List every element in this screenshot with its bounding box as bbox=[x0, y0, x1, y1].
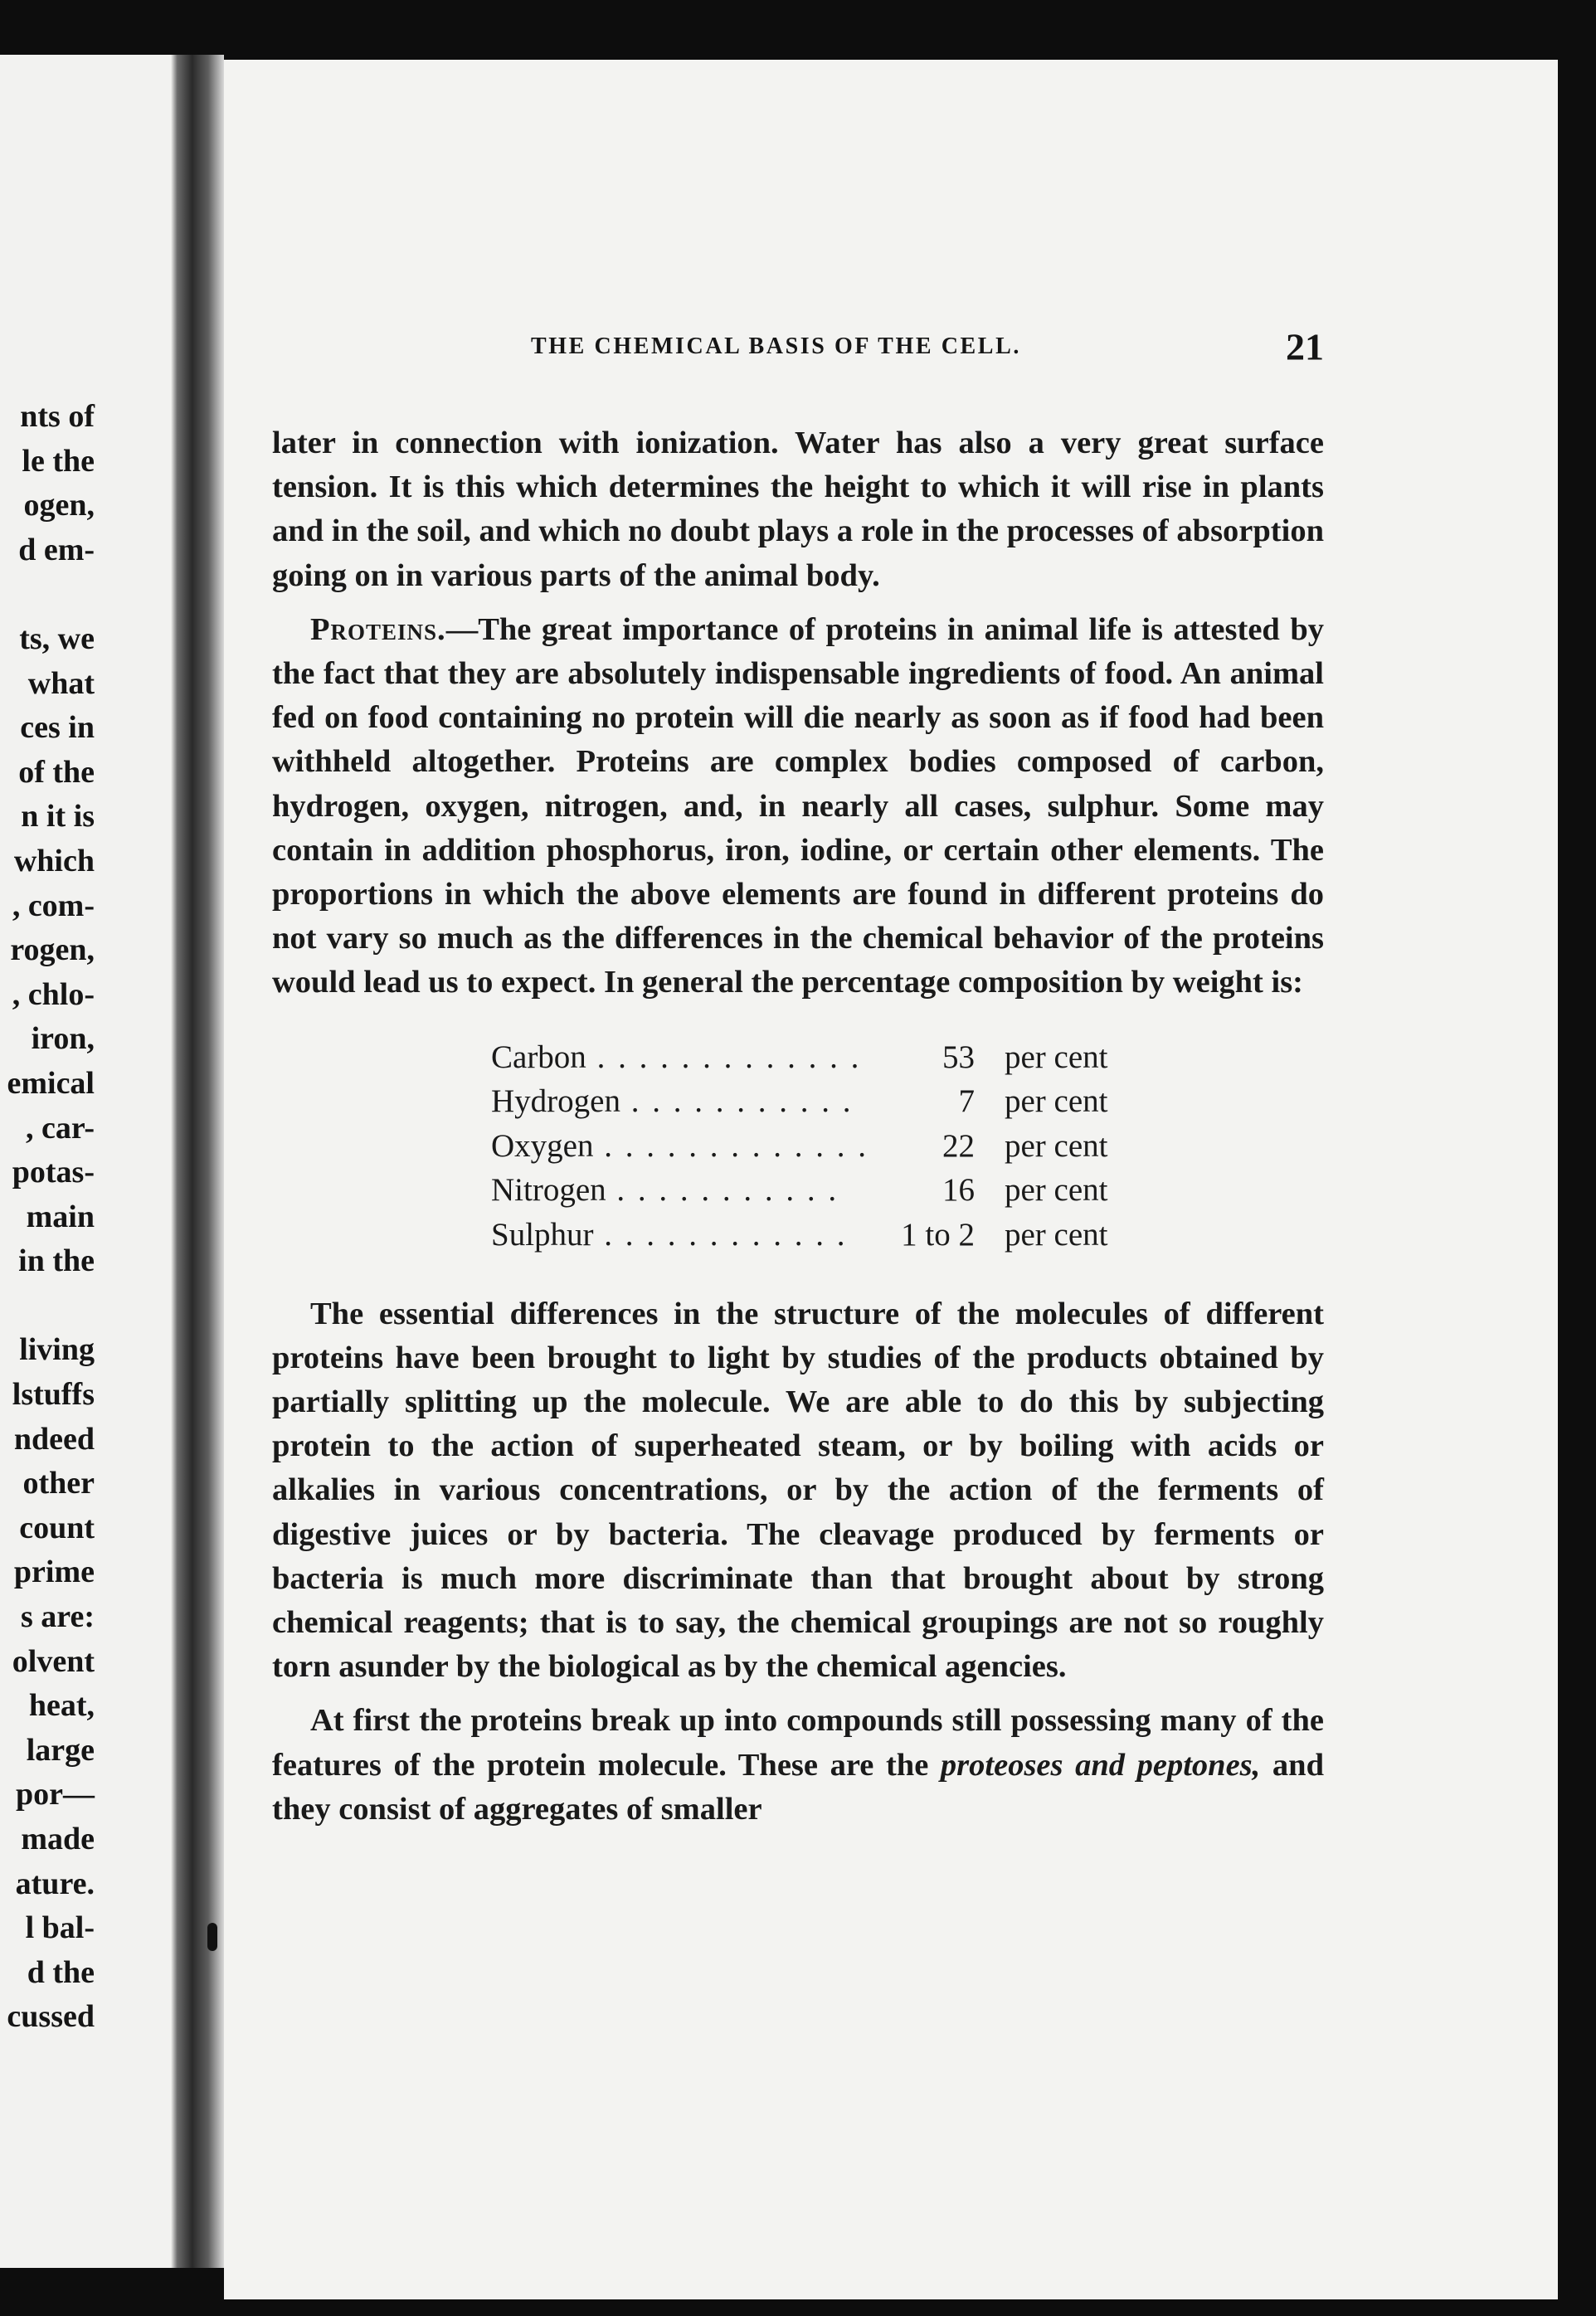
composition-row bbox=[491, 1124, 1108, 1169]
left-page-fragment: l bal- bbox=[25, 1910, 95, 1946]
left-page-fragment: le the bbox=[22, 443, 95, 479]
left-page-fragment: d em- bbox=[18, 532, 95, 567]
element-name: Hydrogen bbox=[491, 1083, 620, 1120]
element-percentage: 22 bbox=[942, 1127, 975, 1164]
proteoses-peptones-term: proteoses and peptones, bbox=[940, 1747, 1261, 1783]
leader-dots: . . . . . . . . . . . . . bbox=[586, 1039, 862, 1075]
page-number: 21 bbox=[1286, 325, 1324, 368]
left-page-fragment: ature. bbox=[15, 1866, 95, 1901]
element-percentage: 53 bbox=[942, 1039, 975, 1075]
percentage-unit: per cent bbox=[1004, 1039, 1108, 1075]
leader-dots: . . . . . . . . . . . bbox=[620, 1083, 854, 1120]
left-page-fragment: living bbox=[19, 1332, 95, 1368]
left-page-fragment: , com- bbox=[12, 888, 95, 923]
left-page-fragment: s are: bbox=[21, 1599, 95, 1635]
element-name: Sulphur bbox=[491, 1217, 594, 1253]
percentage-unit: per cent bbox=[1004, 1083, 1108, 1120]
left-page-fragment: d the bbox=[27, 1954, 95, 1990]
section-lead-proteins: Proteins. bbox=[310, 611, 446, 647]
paragraph-proteoses-start: At first the proteins break up into compounds still possessing many of the features of the protein molecule. These are the bbox=[272, 1703, 1324, 1783]
left-page-fragment: other bbox=[22, 1466, 95, 1501]
left-page-fragment: por— bbox=[16, 1777, 95, 1812]
element-name: Carbon bbox=[491, 1039, 586, 1075]
left-page-fragment: ces in bbox=[20, 710, 95, 746]
left-page-fragment: , chlo- bbox=[12, 976, 95, 1012]
percentage-unit: per cent bbox=[1004, 1217, 1108, 1253]
element-name: Oxygen bbox=[491, 1127, 594, 1164]
left-page-fragment: iron, bbox=[31, 1021, 95, 1057]
left-page-fragment: , car- bbox=[26, 1110, 95, 1146]
percentage-unit: per cent bbox=[1004, 1172, 1108, 1209]
page-body bbox=[272, 421, 1324, 1832]
left-page-fragment: n it is bbox=[21, 799, 95, 834]
left-page-fragment: of the bbox=[18, 754, 95, 790]
left-page-fragment: ts, we bbox=[19, 620, 95, 656]
left-page-text-fragments bbox=[0, 395, 95, 2040]
element-name: Nitrogen bbox=[491, 1172, 606, 1209]
left-page-fragment: lstuffs bbox=[12, 1377, 95, 1413]
left-page-fragment: made bbox=[21, 1822, 95, 1856]
left-page-fragment bbox=[0, 1284, 95, 1329]
left-page-fragment: ndeed bbox=[13, 1421, 95, 1457]
left-page-fragment: main bbox=[26, 1199, 95, 1234]
left-page-fragment: what bbox=[27, 665, 95, 701]
leader-dots: . . . . . . . . . . . bbox=[606, 1172, 839, 1209]
leader-dots: . . . . . . . . . . . . bbox=[593, 1217, 848, 1253]
left-page-fragment: olvent bbox=[12, 1643, 95, 1679]
running-title: THE CHEMICAL BASIS OF THE CELL. bbox=[531, 333, 1021, 359]
left-page-fragment: potas- bbox=[12, 1155, 95, 1190]
left-page-fragment: nts of bbox=[20, 399, 95, 434]
left-page-fragment: which bbox=[13, 843, 95, 878]
left-page-fragment: ogen, bbox=[23, 488, 95, 523]
percentage-unit: per cent bbox=[1004, 1127, 1108, 1164]
paragraph-proteins-text: —The great importance of proteins in animal life is attested by the fact that they are absolutely indispensable ingredients of food. An animal fed on food containing no protein will die nearly as soon as if food had been withheld altogether. Proteins are complex bodies composed of carbon, hydrogen, oxygen, nitrogen, and, in nearly all cases, sulphur. Some may contain in addition phosphorus, iron, iodine, or certain other elements. The proportions in which the above elements are found in different proteins do not vary so much as the differences in the chemical behavior of the proteins would lead us to expect. In general the percentage composition by weight is: bbox=[272, 611, 1324, 1000]
element-percentage: 7 bbox=[958, 1083, 975, 1120]
left-page-fragment: count bbox=[19, 1510, 95, 1545]
left-page-fragment: emical bbox=[7, 1065, 95, 1101]
composition-table bbox=[491, 1035, 1108, 1258]
left-facing-page bbox=[0, 55, 171, 2268]
element-percentage: 1 to 2 bbox=[901, 1217, 975, 1253]
running-head bbox=[531, 277, 1324, 368]
paragraph-proteoses-end: and they consist of aggregates of smaller bbox=[272, 1747, 1324, 1827]
right-page bbox=[224, 60, 1558, 2299]
composition-row bbox=[491, 1213, 1108, 1258]
composition-row bbox=[491, 1035, 1108, 1080]
paragraph-water-tension: later in connection with ionization. Water has also a very great surface tension. It is this which determines the height to which it will rise in plants and in the soil, and which no doubt plays a role in the processes of absorption going on in various parts of the animal body. bbox=[272, 426, 1324, 593]
paragraph-proteins bbox=[272, 608, 1324, 1005]
binding-mark bbox=[207, 1923, 217, 1951]
paragraph-cleavage: The essential differences in the structure of the molecules of different proteins have been brought to light by studies of the products obtained by partially splitting up the molecule. We are able to do this by subjecting protein to the action of superheated steam, or by boiling with acids or alkalies in various concentrations, or by the action of the ferments of digestive juices or by bacteria. The cleavage produced by ferments or bacteria is much more discriminate than that brought about by strong chemical reagents; that is to say, the chemical groupings are not so roughly torn asunder by the biological as by the chemical agencies. bbox=[272, 1296, 1324, 1685]
element-percentage: 16 bbox=[942, 1172, 975, 1209]
left-page-fragment: prime bbox=[13, 1555, 95, 1590]
left-page-fragment: in the bbox=[18, 1243, 95, 1279]
left-page-fragment: heat, bbox=[28, 1688, 95, 1724]
left-page-fragment: rogen, bbox=[10, 932, 95, 968]
paragraph-proteoses bbox=[272, 1699, 1324, 1832]
leader-dots: . . . . . . . . . . . . . bbox=[593, 1127, 869, 1164]
left-page-fragment: cussed bbox=[7, 1999, 95, 2035]
left-page-fragment: large bbox=[26, 1732, 95, 1768]
composition-row bbox=[491, 1168, 1108, 1213]
left-page-fragment bbox=[0, 572, 95, 617]
composition-row bbox=[491, 1079, 1108, 1124]
